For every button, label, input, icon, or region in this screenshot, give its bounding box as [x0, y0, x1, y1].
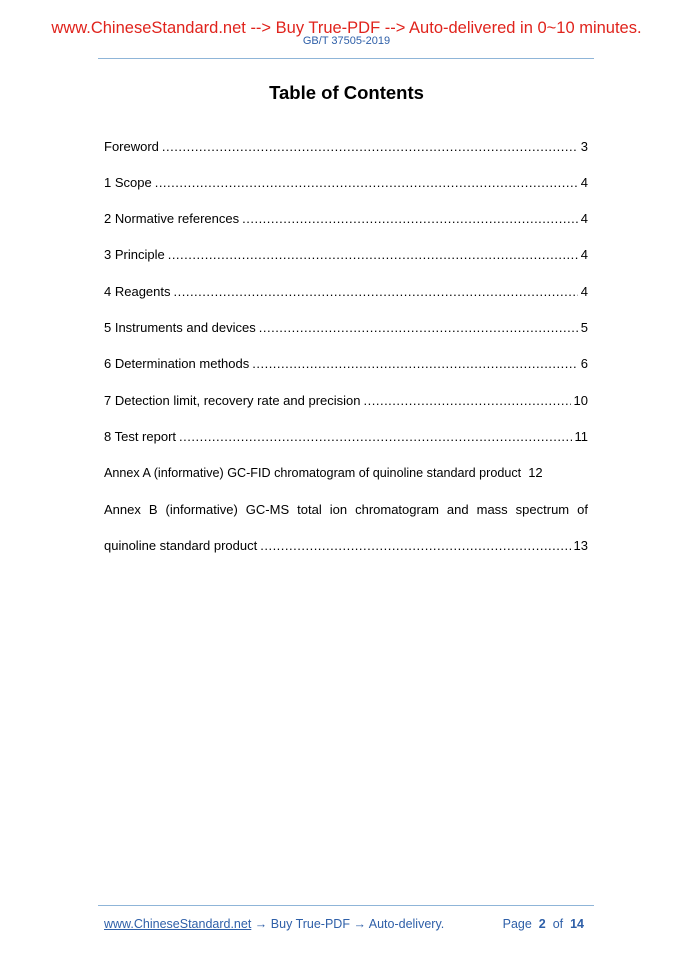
toc-entry-page: 4	[580, 247, 588, 262]
toc-entry-annex-b[interactable]	[104, 501, 588, 519]
toc-entry-principle[interactable]	[104, 246, 588, 264]
toc-leader-dots	[174, 283, 578, 301]
page-number	[503, 916, 584, 932]
toc-entry-label: 7 Detection limit, recovery rate and precision	[104, 393, 361, 408]
toc-entry-scope[interactable]	[104, 174, 588, 192]
toc-leader-dots	[260, 537, 570, 555]
toc-entry-page: 6	[580, 356, 588, 371]
page-title: Table of Contents	[269, 82, 424, 103]
page-of-word: of	[552, 917, 564, 931]
document-code: GB/T 37505-2019	[302, 35, 391, 47]
page-total: 14	[570, 917, 584, 931]
toc-entry-page: 12	[528, 465, 543, 480]
page-footer	[104, 916, 588, 932]
arrow-right-icon: →	[353, 917, 366, 931]
toc-entry-page: 4	[580, 175, 588, 190]
footer-delivery-text: Auto-delivery.	[368, 917, 445, 931]
toc-entry-page: 4	[580, 211, 588, 226]
toc-leader-dots	[242, 210, 578, 228]
toc-entry-label: 1 Scope	[104, 175, 152, 190]
toc-entry-determination-methods[interactable]	[104, 355, 588, 373]
toc-entry-label: 4 Reagents	[104, 284, 171, 299]
toc-leader-dots	[155, 174, 578, 192]
toc-entry-label: Annex A (informative) GC-FID chromatogram of quinoline standard product	[104, 466, 522, 480]
arrow-right-icon: →	[254, 917, 268, 931]
toc-leader-dots	[168, 246, 578, 264]
toc-entry-page: 11	[574, 429, 588, 444]
header-divider	[98, 58, 594, 59]
toc-entry-page: 5	[580, 320, 588, 335]
toc-entry-page: 13	[573, 538, 588, 553]
toc-entry-label: Foreword	[104, 139, 159, 154]
toc-entry-label: 2 Normative references	[104, 211, 240, 226]
toc-entry-label: 5 Instruments and devices	[104, 320, 256, 335]
toc-leader-dots	[179, 428, 571, 446]
page-word: Page	[502, 917, 532, 931]
toc-leader-dots	[252, 355, 578, 373]
toc-entry-detection-limit[interactable]	[104, 392, 588, 410]
toc-leader-dots	[162, 138, 578, 156]
toc-entry-instruments-and-devices[interactable]	[104, 319, 588, 337]
toc-entry-page: 10	[573, 393, 588, 408]
toc-entry-label: Annex B (informative) GC-MS total ion chromatogram and mass spectrum of	[104, 502, 588, 517]
footer-buy-text: Buy True-PDF	[270, 917, 350, 931]
toc-leader-dots	[364, 392, 571, 410]
page-current: 2	[538, 917, 546, 931]
toc-entry-foreword[interactable]	[104, 138, 588, 156]
toc-entry-reagents[interactable]	[104, 283, 588, 301]
toc-entry-page: 4	[580, 284, 588, 299]
toc-entry-label: 6 Determination methods	[104, 356, 250, 371]
toc-entry-annex-b-continued[interactable]	[104, 537, 588, 555]
site-banner[interactable]: www.ChineseStandard.net --> Buy True-PDF --> Auto-delivered in 0~10 minutes.	[51, 19, 642, 37]
footer-site-link[interactable]: www.ChineseStandard.net	[104, 917, 252, 931]
toc-entry-test-report[interactable]	[104, 428, 588, 446]
toc-entry-label: quinoline standard product	[104, 538, 258, 553]
toc-entry-annex-a[interactable]	[104, 464, 588, 482]
toc-entry-normative-references[interactable]	[104, 210, 588, 228]
toc-entry-label: 8 Test report	[104, 429, 177, 444]
footer-divider	[98, 905, 594, 906]
toc-entry-page: 3	[580, 139, 588, 154]
toc-leader-dots	[259, 319, 578, 337]
toc-entry-label: 3 Principle	[104, 247, 165, 262]
